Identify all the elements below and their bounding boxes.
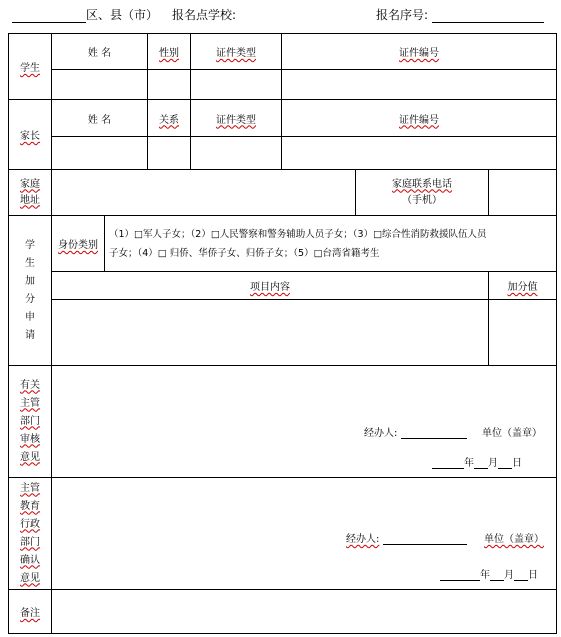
parent-id-type-header: 证件类型 bbox=[191, 100, 282, 137]
parent-id-no-cell[interactable] bbox=[282, 137, 557, 170]
parent-relation-header: 关系 bbox=[148, 100, 191, 137]
district-blank[interactable] bbox=[12, 10, 86, 23]
remarks-label: 备注 bbox=[9, 590, 52, 634]
dept-month-blank[interactable] bbox=[474, 458, 488, 469]
student-name-header: 姓 名 bbox=[52, 34, 148, 70]
bonus-value-cell[interactable] bbox=[489, 300, 557, 366]
district-line bbox=[12, 6, 158, 23]
parent-id-no-header: 证件编号 bbox=[282, 100, 557, 137]
dept-date: 年 月 日 bbox=[432, 454, 522, 469]
identity-category-label: 身份类别 bbox=[52, 216, 105, 272]
identity-options[interactable] bbox=[105, 216, 557, 272]
edu-confirm-label: 主管 教育 行政 部门 确认 意见 bbox=[9, 478, 52, 590]
item-content-cell[interactable] bbox=[52, 300, 489, 366]
student-name-cell[interactable] bbox=[52, 70, 148, 100]
student-gender-cell[interactable] bbox=[148, 70, 191, 100]
edu-date: 年 月 日 bbox=[440, 566, 538, 581]
edu-handler: 经办人: bbox=[346, 530, 467, 545]
student-id-type-header: 证件类型 bbox=[191, 34, 282, 70]
parent-name-header: 姓 名 bbox=[52, 100, 148, 137]
parent-row-label: 家长 bbox=[9, 100, 52, 170]
serial-blank[interactable] bbox=[432, 10, 544, 23]
edu-day-blank[interactable] bbox=[514, 570, 528, 581]
registration-form bbox=[8, 33, 557, 634]
identity-options-line2: 子女；（4）□ 归侨、华侨子女、归侨子女；（5）□台湾省籍考生 bbox=[109, 247, 380, 259]
address-cell[interactable] bbox=[52, 170, 356, 216]
item-content-header: 项目内容 bbox=[52, 272, 489, 300]
dept-handler: 经办人: bbox=[364, 424, 467, 439]
dept-year-blank[interactable] bbox=[432, 458, 464, 469]
student-gender-header: 性别 bbox=[148, 34, 191, 70]
phone-cell[interactable] bbox=[489, 170, 557, 216]
remarks-cell[interactable] bbox=[52, 590, 557, 634]
district-label: 区、县（市） bbox=[86, 8, 159, 22]
edu-year-blank[interactable] bbox=[440, 570, 480, 581]
student-id-no-header: 证件编号 bbox=[282, 34, 557, 70]
parent-name-cell[interactable] bbox=[52, 137, 148, 170]
student-row-label: 学生 bbox=[9, 34, 52, 100]
bonus-row-label: 学 生 加 分 申 请 bbox=[9, 216, 52, 366]
edu-confirm-opinion[interactable] bbox=[52, 478, 557, 590]
parent-id-type-cell[interactable] bbox=[191, 137, 282, 170]
dept-review-label: 有关 主管 部门 审核 意见 bbox=[9, 366, 52, 478]
dept-day-blank[interactable] bbox=[498, 458, 512, 469]
student-id-type-cell[interactable] bbox=[191, 70, 282, 100]
bonus-value-header: 加分值 bbox=[489, 272, 557, 300]
parent-relation-cell[interactable] bbox=[148, 137, 191, 170]
dept-review-opinion[interactable] bbox=[52, 366, 557, 478]
address-label: 家庭 地址 bbox=[9, 170, 52, 216]
serial-line bbox=[376, 6, 544, 23]
edu-month-blank[interactable] bbox=[490, 570, 504, 581]
phone-label: 家庭联系电话 （手机） bbox=[356, 170, 489, 216]
identity-options-line1: （1）□军人子女；（2）□人民警察和警务辅助人员子女；（3）□综合性消防救援队伍人员 bbox=[109, 228, 487, 240]
edu-unit-seal: 单位（盖章） bbox=[484, 534, 544, 545]
school-label: 报名点学校: bbox=[172, 8, 237, 22]
dept-handler-blank[interactable] bbox=[401, 428, 467, 439]
serial-label: 报名序号: bbox=[376, 8, 429, 22]
edu-handler-blank[interactable] bbox=[383, 534, 467, 545]
student-id-no-cell[interactable] bbox=[282, 70, 557, 100]
dept-unit-seal: 单位（盖章） bbox=[482, 428, 542, 439]
